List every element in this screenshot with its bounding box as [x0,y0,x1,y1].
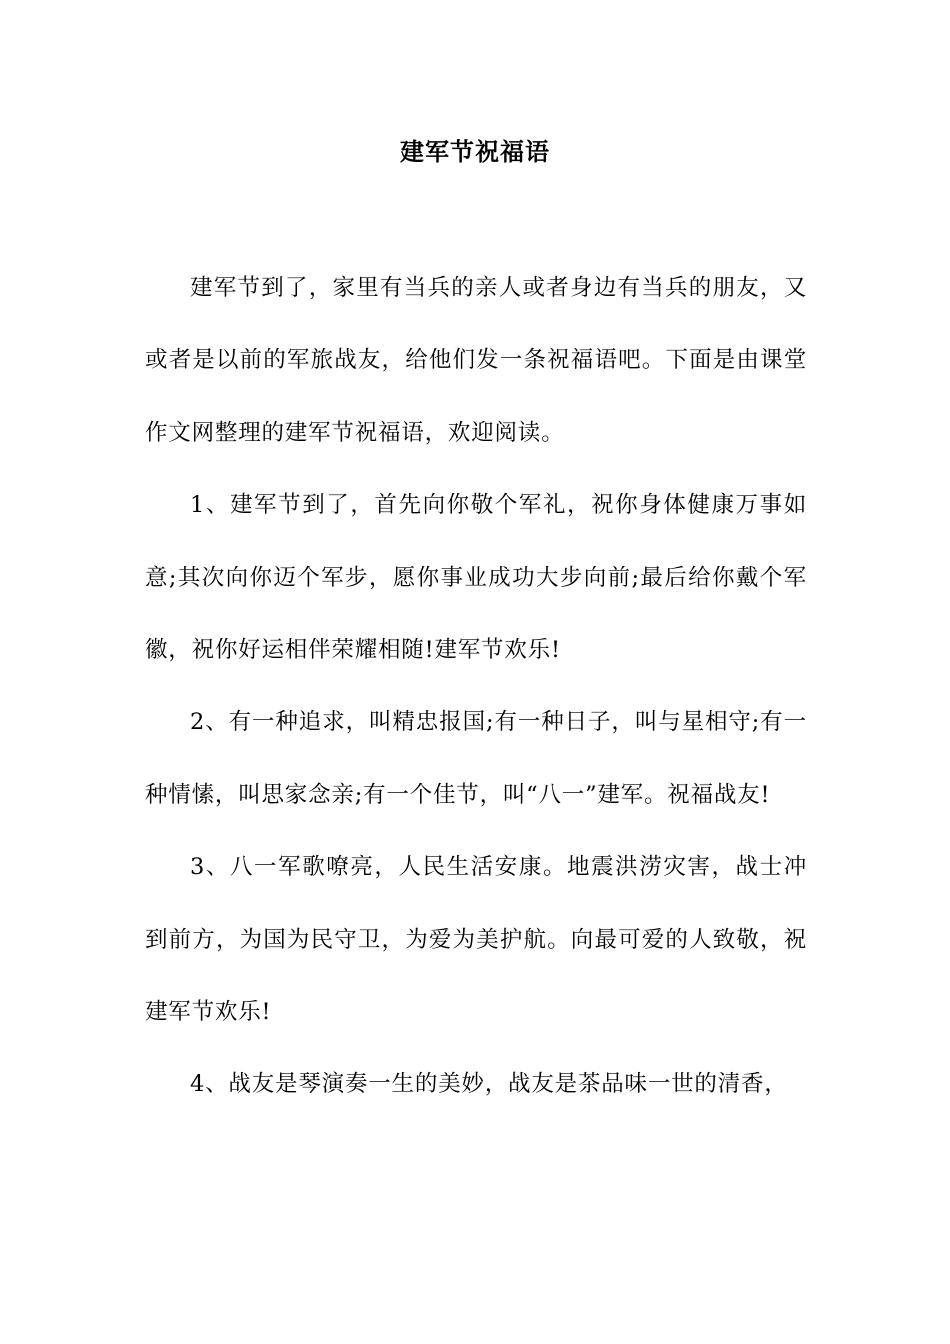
greeting-paragraph-2: 2、有一种追求，叫精忠报国;有一种日子，叫与星相守;有一种情愫，叫思家念亲;有一个佳节，叫“八一”建军。祝福战友! [145,709,807,808]
document-title: 建军节祝福语 [400,137,550,166]
greeting-paragraph-4: 4、战友是琴演奏一生的美妙，战友是茶品味一世的清香， [190,1071,788,1098]
intro-paragraph: 建军节到了，家里有当兵的亲人或者身边有当兵的朋友，又或者是以前的军旅战友，给他们发一条祝福语吧。下面是由课堂作文网整理的建军节祝福语，欢迎阅读。 [145,275,807,446]
document-body [145,252,807,1121]
greeting-paragraph-3: 3、八一军歌嘹亮，人民生活安康。地震洪涝灾害，战士冲到前方，为国为民守卫，为爱为美护航。向最可爱的人致敬，祝建军节欢乐! [145,854,807,1026]
greeting-paragraph-1: 1、建军节到了，首先向你敬个军礼，祝你身体健康万事如意;其次向你迈个军步，愿你事业成功大步向前;最后给你戴个军徽，祝你好运相伴荣耀相随!建军节欢乐! [145,492,807,664]
